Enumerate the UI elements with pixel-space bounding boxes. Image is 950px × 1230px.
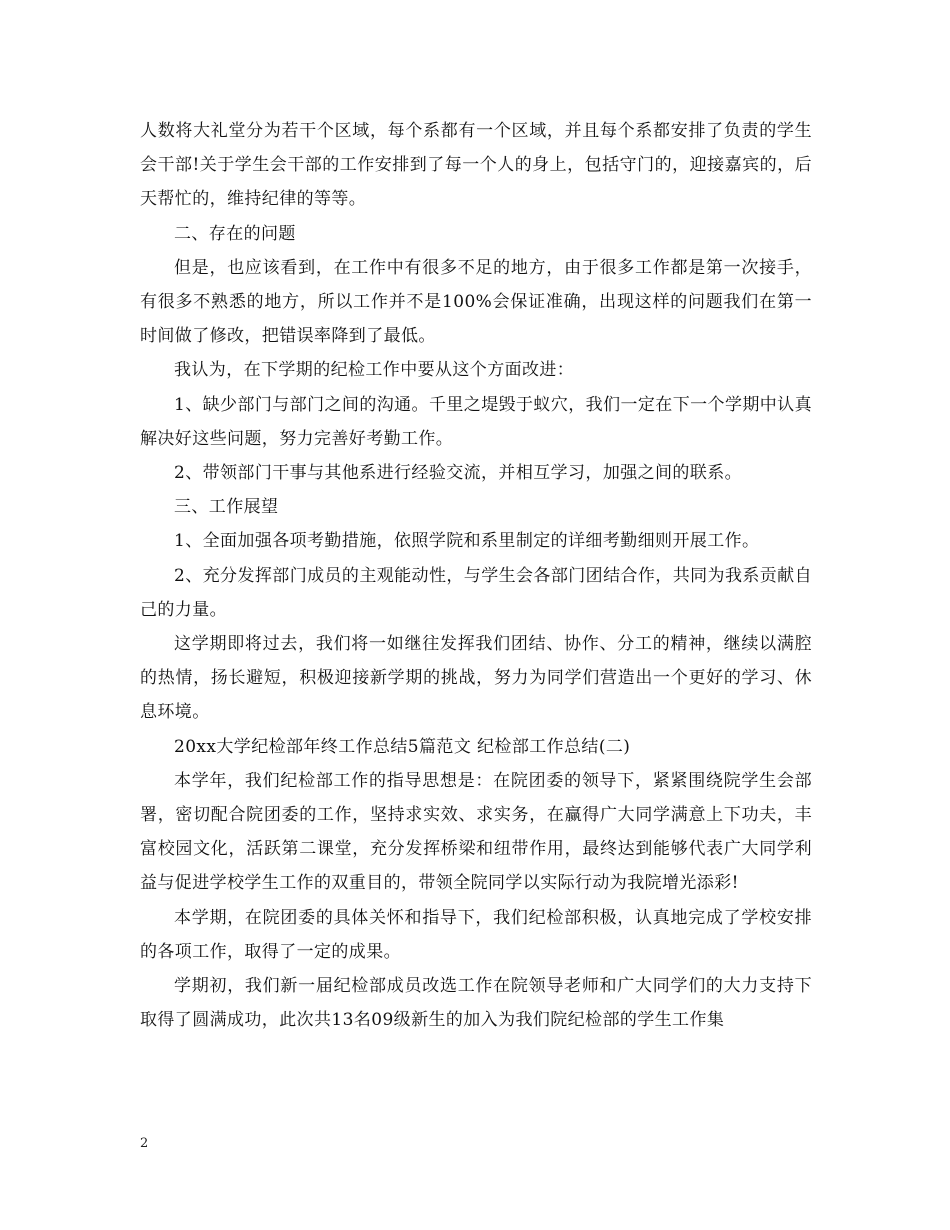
list-item: 2、带领部门干事与其他系进行经验交流，并相互学习，加强之间的联系。: [174, 463, 743, 484]
list-item: 1、全面加强各项考勤措施，依照学院和系里制定的详细考勤细则开展工作。: [174, 531, 760, 552]
paragraph: 人数将大礼堂分为若干个区域，每个系都有一个区域，并且每个系都安排了负责的学生会干部!关于学生会干部的工作安排到了每一个人的身上，包括守门的，迎接嘉宾的，后天帮忙的，维持纪律的等等。: [140, 121, 812, 210]
paragraph: 但是，也应该看到，在工作中有很多不足的地方，由于很多工作都是第一次接手，有很多不熟悉的地方，所以工作并不是100%会保证准确，出现这样的问题我们在第一时间做了修改，把错误率降到了最低。: [140, 257, 812, 347]
section-heading: 二、存在的问题: [174, 223, 296, 244]
list-item: 1、缺少部门与部门之间的沟通。千里之堤毁于蚁穴，我们一定在下一个学期中认真解决好这些问题，努力完善好考勤工作。: [140, 394, 812, 449]
paragraph: 本学期，在院团委的具体关怀和指导下，我们纪检部积极，认真地完成了学校安排的各项工作，取得了一定的成果。: [140, 907, 812, 962]
section-heading: 三、工作展望: [174, 497, 279, 518]
paragraph: 学期初，我们新一届纪检部成员改选工作在院领导老师和广大同学们的大力支持下取得了圆满成功，此次共13名09级新生的加入为我们院纪检部的学生工作集: [140, 976, 812, 1031]
document-body: [140, 114, 812, 1037]
list-item: 2、充分发挥部门成员的主观能动性，与学生会各部门团结合作，共同为我系贡献自己的力量。: [140, 565, 812, 620]
paragraph: 本学年，我们纪检部工作的指导思想是：在院团委的领导下，紧紧围绕院学生会部署，密切配合院团委的工作，坚持求实效、求实务，在赢得广大同学满意上下功夫，丰富校园文化，活跃第二课堂，充分发挥桥梁和纽带作用，最终达到能够代表广大同学利益与促进学校学生工作的双重目的，带领全院同学以实际行动为我院增光添彩!: [140, 770, 812, 894]
paragraph: 这学期即将过去，我们将一如继往发挥我们团结、协作、分工的精神，继续以满腔的热情，扬长避短，积极迎接新学期的挑战，努力为同学们营造出一个更好的学习、休息环境。: [140, 634, 812, 723]
paragraph: 我认为，在下学期的纪检工作中要从这个方面改进：: [174, 360, 575, 381]
page-number: 2: [140, 1136, 149, 1151]
article-title: 20xx大学纪检部年终工作总结5篇范文 纪检部工作总结(二): [174, 736, 631, 757]
